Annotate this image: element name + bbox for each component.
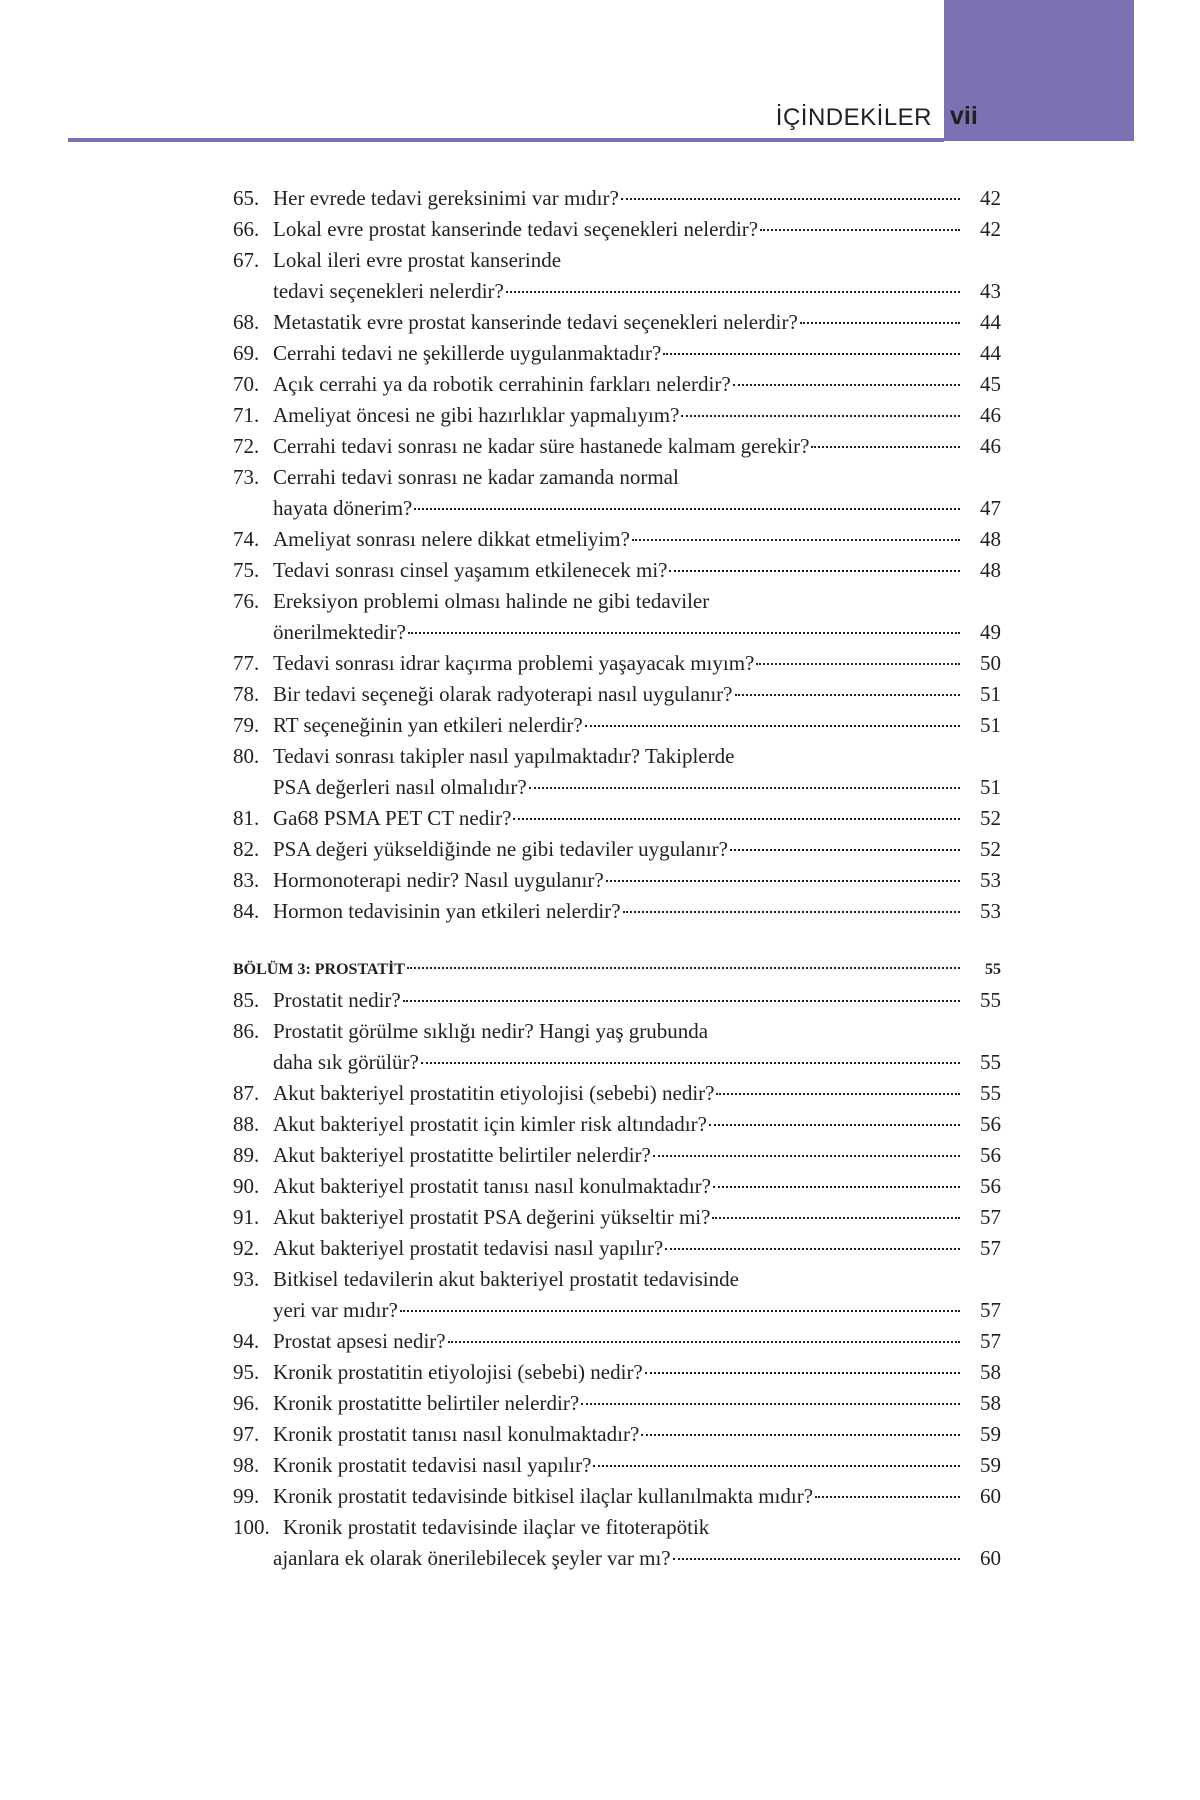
entry-title: Ga68 PSMA PET CT nedir? [273,806,512,830]
entry-title: Açık cerrahi ya da robotik cerrahinin farkları nelerdir? [273,372,731,396]
toc-entry[interactable] [233,1016,1001,1078]
entry-title: PSA değeri yükseldiğinde ne gibi tedaviler uygulanır? [273,837,728,861]
entry-title: Ameliyat sonrası nelere dikkat etmeliyim? [273,527,630,551]
entry-page: 44 [980,341,1001,365]
leader-dots [665,1248,960,1250]
leader-dots [593,1465,960,1467]
leader-dots [421,1062,960,1064]
leader-dots [403,1000,960,1002]
leader-dots [529,787,960,789]
entry-title: Cerrahi tedavi sonrası ne kadar süre hastanede kalmam gerekir? [273,434,810,458]
leader-dots [400,1310,960,1312]
entry-number: 84. [233,899,260,923]
entry-number: 72. [233,434,260,458]
table-of-contents [233,183,1001,1574]
entry-page: 60 [980,1546,1001,1570]
toc-section-heading [233,954,1001,985]
entry-title: ajanlara ek olarak önerilebilecek şeyler var mı? [273,1546,671,1570]
toc-entry[interactable] [233,431,1001,462]
entry-page: 44 [980,310,1001,334]
toc-entry[interactable] [233,586,1001,648]
entry-number: 79. [233,713,260,737]
leader-dots [621,198,960,200]
toc-entry[interactable] [233,307,1001,338]
entry-title: Lokal ileri evre prostat kanserinde [273,248,562,272]
entry-title: Hormon tedavisinin yan etkileri nelerdir? [273,899,621,923]
toc-entry[interactable] [233,896,1001,927]
entry-page: 57 [980,1329,1001,1353]
toc-entry[interactable] [233,1326,1001,1357]
entry-number: 85. [233,988,260,1012]
entry-page: 60 [980,1484,1001,1508]
entry-title: Akut bakteriyel prostatit için kimler risk altındadır? [273,1112,707,1136]
toc-entry[interactable] [233,338,1001,369]
entry-page: 51 [980,682,1001,706]
leader-dots [653,1155,960,1157]
toc-entry[interactable] [233,245,1001,307]
entry-page: 47 [980,496,1001,520]
toc-entry[interactable] [233,985,1001,1016]
leader-dots [673,1558,960,1560]
entry-title: Prostat apsesi nedir? [273,1329,446,1353]
entry-title: tedavi seçenekleri nelerdir? [273,279,504,303]
entry-title: Ameliyat öncesi ne gibi hazırlıklar yapmalıyım? [273,403,680,427]
section-page: 55 [985,961,1001,978]
leader-dots [760,229,960,231]
running-header-page-number: vii [950,102,978,130]
entry-page: 43 [980,279,1001,303]
entry-number: 66. [233,217,260,241]
entry-title: Akut bakteriyel prostatit PSA değerini yükseltir mi? [273,1205,711,1229]
leader-dots [632,539,960,541]
entry-title: Bitkisel tedavilerin akut bakteriyel prostatit tedavisinde [273,1267,739,1291]
entry-page: 42 [980,186,1001,210]
entry-title: Kronik prostatit tedavisi nasıl yapılır? [273,1453,592,1477]
toc-entry[interactable] [233,1233,1001,1264]
toc-entry[interactable] [233,865,1001,896]
toc-entry[interactable] [233,1264,1001,1326]
entry-number: 90. [233,1174,260,1198]
header-rule [68,138,944,142]
entry-number: 65. [233,186,260,210]
entry-title: Prostatit nedir? [273,988,401,1012]
entry-title: Kronik prostatit tedavisinde ilaçlar ve fitoterapötik [283,1515,710,1539]
toc-entry[interactable] [233,834,1001,865]
leader-dots [733,384,960,386]
entry-number: 82. [233,837,260,861]
leader-dots [713,1186,960,1188]
leader-dots [606,880,960,882]
toc-entries-chapter-3 [233,985,1001,1574]
leader-dots [815,1496,960,1498]
entry-title: PSA değerleri nasıl olmalıdır? [273,775,527,799]
toc-entry[interactable] [233,462,1001,524]
entry-page: 56 [980,1112,1001,1136]
leader-dots [716,1093,960,1095]
toc-entry[interactable] [233,1109,1001,1140]
entry-number: 67. [233,248,260,272]
entry-number: 78. [233,682,260,706]
entry-title: Tedavi sonrası cinsel yaşamım etkilenecek mi? [273,558,668,582]
leader-dots [709,1124,960,1126]
entry-page: 59 [980,1453,1001,1477]
toc-entries-chapter-2 [233,183,1001,927]
leader-dots [756,663,960,665]
leader-dots [811,446,960,448]
entry-number: 99. [233,1484,260,1508]
entry-number: 96. [233,1391,260,1415]
entry-title: Her evrede tedavi gereksinimi var mıdır? [273,186,619,210]
entry-page: 46 [980,403,1001,427]
toc-entry[interactable] [233,741,1001,803]
entry-page: 56 [980,1174,1001,1198]
entry-page: 55 [980,1050,1001,1074]
toc-entry[interactable] [233,183,1001,214]
entry-page: 42 [980,217,1001,241]
entry-number: 86. [233,1019,260,1043]
toc-entry[interactable] [233,524,1001,555]
entry-page: 49 [980,620,1001,644]
entry-title: Lokal evre prostat kanserinde tedavi seçenekleri nelerdir? [273,217,759,241]
entry-number: 100. [233,1515,270,1539]
entry-number: 94. [233,1329,260,1353]
leader-dots [448,1341,960,1343]
entry-title: Kronik prostatitte belirtiler nelerdir? [273,1391,580,1415]
entry-page: 46 [980,434,1001,458]
toc-entry[interactable] [233,1512,1001,1574]
toc-entry[interactable] [233,400,1001,431]
entry-number: 70. [233,372,260,396]
leader-dots [681,415,960,417]
entry-number: 77. [233,651,260,675]
entry-page: 45 [980,372,1001,396]
entry-page: 53 [980,899,1001,923]
toc-entry[interactable] [233,648,1001,679]
leader-dots [669,570,960,572]
entry-title: Bir tedavi seçeneği olarak radyoterapi nasıl uygulanır? [273,682,733,706]
leader-dots [623,911,960,913]
entry-number: 98. [233,1453,260,1477]
entry-number: 93. [233,1267,260,1291]
entry-page: 48 [980,558,1001,582]
entry-page: 55 [980,988,1001,1012]
entry-number: 75. [233,558,260,582]
entry-title: Cerrahi tedavi ne şekillerde uygulanmaktadır? [273,341,662,365]
entry-page: 57 [980,1236,1001,1260]
section-title: BÖLÜM 3: PROSTATİT [233,961,405,978]
toc-entry[interactable] [233,1078,1001,1109]
toc-entry[interactable] [233,369,1001,400]
entry-title: Hormonoterapi nedir? Nasıl uygulanır? [273,868,604,892]
leader-dots [800,322,960,324]
entry-number: 91. [233,1205,260,1229]
entry-title: hayata dönerim? [273,496,413,520]
leader-dots [735,694,961,696]
entry-number: 88. [233,1112,260,1136]
leader-dots [712,1217,960,1219]
entry-number: 80. [233,744,260,768]
leader-dots [663,353,960,355]
entry-number: 74. [233,527,260,551]
entry-number: 92. [233,1236,260,1260]
entry-page: 51 [980,775,1001,799]
leader-dots [645,1372,960,1374]
entry-title: yeri var mıdır? [273,1298,398,1322]
entry-title: Akut bakteriyel prostatit tedavisi nasıl yapılır? [273,1236,664,1260]
toc-entry[interactable] [233,710,1001,741]
entry-title: Prostatit görülme sıklığı nedir? Hangi yaş grubunda [273,1019,709,1043]
entry-title: daha sık görülür? [273,1050,419,1074]
leader-dots [730,849,960,851]
toc-entry[interactable] [233,214,1001,245]
toc-entry[interactable] [233,1140,1001,1171]
entry-number: 73. [233,465,260,489]
leader-dots [585,725,960,727]
entry-number: 89. [233,1143,260,1167]
entry-number: 69. [233,341,260,365]
entry-title: Ereksiyon problemi olması halinde ne gibi tedaviler [273,589,710,613]
leader-dots [407,967,960,969]
entry-number: 68. [233,310,260,334]
toc-entry[interactable] [233,803,1001,834]
entry-page: 57 [980,1298,1001,1322]
entry-number: 87. [233,1081,260,1105]
entry-page: 59 [980,1422,1001,1446]
leader-dots [641,1434,960,1436]
entry-number: 71. [233,403,260,427]
toc-entry[interactable] [233,1481,1001,1512]
toc-entry[interactable] [233,1171,1001,1202]
entry-number: 76. [233,589,260,613]
entry-page: 52 [980,806,1001,830]
entry-page: 58 [980,1360,1001,1384]
running-header-title: İÇİNDEKİLER [775,104,932,131]
entry-page: 56 [980,1143,1001,1167]
entry-number: 95. [233,1360,260,1384]
entry-title: Cerrahi tedavi sonrası ne kadar zamanda normal [273,465,679,489]
toc-entry[interactable] [233,1450,1001,1481]
entry-title: Akut bakteriyel prostatitin etiyolojisi (sebebi) nedir? [273,1081,715,1105]
entry-title: Kronik prostatit tedavisinde bitkisel ilaçlar kullanılmakta mıdır? [273,1484,814,1508]
entry-title: Kronik prostatitin etiyolojisi (sebebi) nedir? [273,1360,643,1384]
entry-title: Akut bakteriyel prostatit tanısı nasıl konulmaktadır? [273,1174,711,1198]
entry-title: Kronik prostatit tanısı nasıl konulmaktadır? [273,1422,640,1446]
entry-page: 48 [980,527,1001,551]
toc-entry[interactable] [233,1388,1001,1419]
toc-entry[interactable] [233,1357,1001,1388]
toc-entry[interactable] [233,555,1001,586]
toc-entry[interactable] [233,679,1001,710]
entry-title: Tedavi sonrası takipler nasıl yapılmaktadır? Takiplerde [273,744,735,768]
entry-number: 83. [233,868,260,892]
leader-dots [414,508,960,510]
entry-title: Tedavi sonrası idrar kaçırma problemi yaşayacak mıyım? [273,651,755,675]
entry-page: 52 [980,837,1001,861]
toc-entry[interactable] [233,1419,1001,1450]
entry-page: 57 [980,1205,1001,1229]
leader-dots [408,632,960,634]
entry-title: RT seçeneğinin yan etkileri nelerdir? [273,713,583,737]
entry-page: 51 [980,713,1001,737]
entry-title: Metastatik evre prostat kanserinde tedavi seçenekleri nelerdir? [273,310,798,334]
leader-dots [506,291,960,293]
entry-page: 55 [980,1081,1001,1105]
entry-page: 58 [980,1391,1001,1415]
entry-page: 53 [980,868,1001,892]
entry-page: 50 [980,651,1001,675]
entry-number: 81. [233,806,260,830]
leader-dots [581,1403,960,1405]
entry-title: Akut bakteriyel prostatitte belirtiler nelerdir? [273,1143,651,1167]
toc-entry[interactable] [233,1202,1001,1233]
leader-dots [513,818,960,820]
entry-number: 97. [233,1422,260,1446]
entry-title: önerilmektedir? [273,620,406,644]
